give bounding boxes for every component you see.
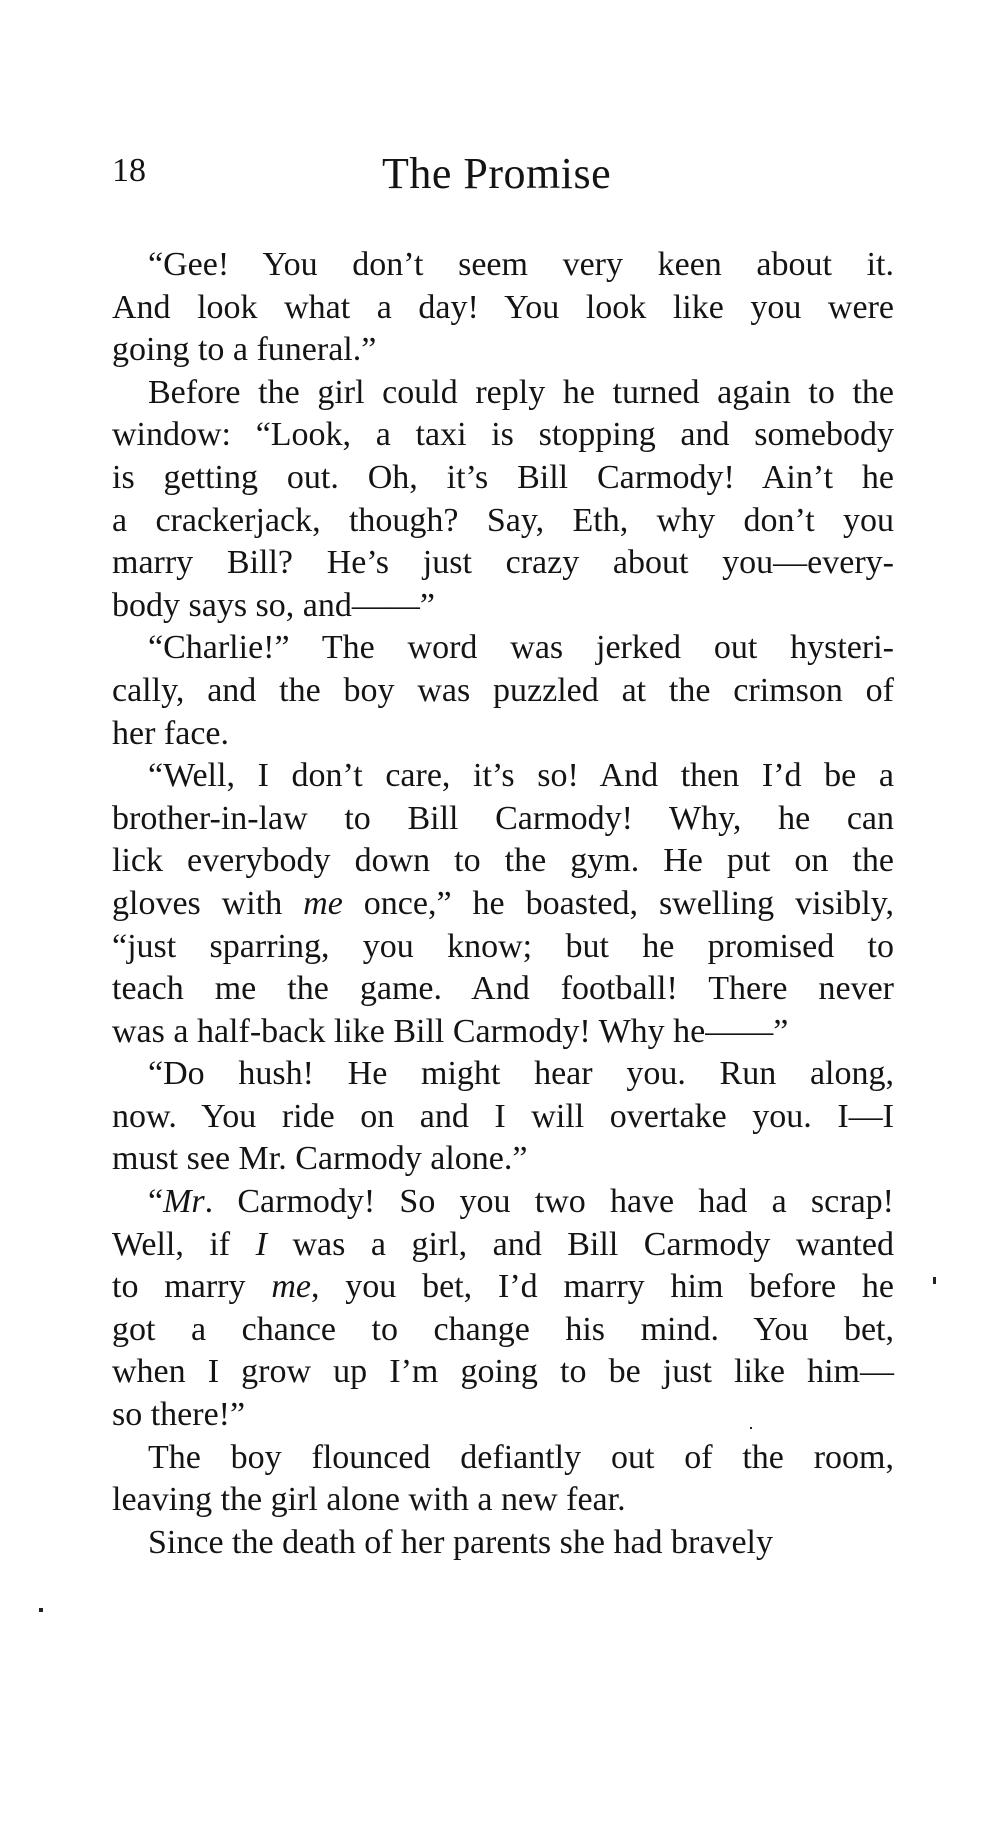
print-speck (39, 1608, 43, 1612)
print-speck (750, 1427, 752, 1429)
text-line: body says so, and——” (112, 586, 435, 624)
paragraph (112, 627, 894, 755)
text-line: brother-in-law to Bill Carmody! Why, he can (112, 799, 894, 837)
paragraph (112, 372, 894, 628)
text-line: was a half-back like Bill Carmody! Why he——” (112, 1012, 789, 1050)
text-line: “Mr. Carmody! So you two have had a scrap! (148, 1183, 894, 1221)
text-line: window: “Look, a taxi is stopping and somebody (112, 416, 894, 454)
paragraph (112, 1053, 894, 1181)
text-line: is getting out. Oh, it’s Bill Carmody! Ain’t he (112, 458, 894, 496)
text-line: so there!” (112, 1396, 246, 1434)
running-title: The Promise (382, 149, 612, 198)
text-line: “Do hush! He might hear you. Run along, (148, 1055, 894, 1093)
page-number: 18 (112, 152, 146, 189)
paragraph (112, 244, 894, 372)
text-line: leaving the girl alone with a new fear. (112, 1481, 626, 1519)
text-line: The boy flounced defiantly out of the room, (148, 1438, 894, 1476)
text-line: cally, and the boy was puzzled at the crimson of (112, 671, 894, 709)
text-line: her face. (112, 714, 230, 752)
text-line: Before the girl could reply he turned again to the (148, 373, 894, 411)
page-header (112, 148, 892, 208)
text-line: teach me the game. And football! There never (112, 970, 894, 1008)
text-line: to marry me, you bet, I’d marry him before he (112, 1268, 894, 1306)
text-line: Well, if I was a girl, and Bill Carmody wanted (112, 1225, 895, 1263)
text-line: And look what a day! You look like you were (112, 288, 894, 326)
body-text (112, 244, 894, 1564)
print-speck (933, 1277, 936, 1284)
text-line: must see Mr. Carmody alone.” (112, 1140, 528, 1178)
paragraph (112, 1181, 894, 1437)
text-line: gloves with me once,” he boasted, swelling visibly, (112, 884, 894, 922)
text-line: got a chance to change his mind. You bet, (112, 1310, 894, 1348)
text-line: marry Bill? He’s just crazy about you—every- (112, 544, 894, 582)
text-line: Since the death of her parents she had bravely (148, 1523, 773, 1561)
text-line: a crackerjack, though? Say, Eth, why don’t you (112, 501, 894, 539)
paragraph (112, 755, 894, 1053)
text-line: “Well, I don’t care, it’s so! And then I’d be a (148, 757, 894, 795)
text-line: now. You ride on and I will overtake you. I—I (112, 1097, 894, 1135)
text-line: “Gee! You don’t seem very keen about it. (148, 246, 894, 283)
paragraph (112, 1437, 894, 1522)
text-line: lick everybody down to the gym. He put on the (112, 842, 894, 880)
text-line: going to a funeral.” (112, 331, 377, 369)
text-line: “just sparring, you know; but he promised to (112, 927, 894, 965)
text-line: when I grow up I’m going to be just like him— (112, 1353, 894, 1391)
text-line: “Charlie!” The word was jerked out hysteri- (148, 629, 894, 667)
paragraph (112, 1522, 894, 1565)
